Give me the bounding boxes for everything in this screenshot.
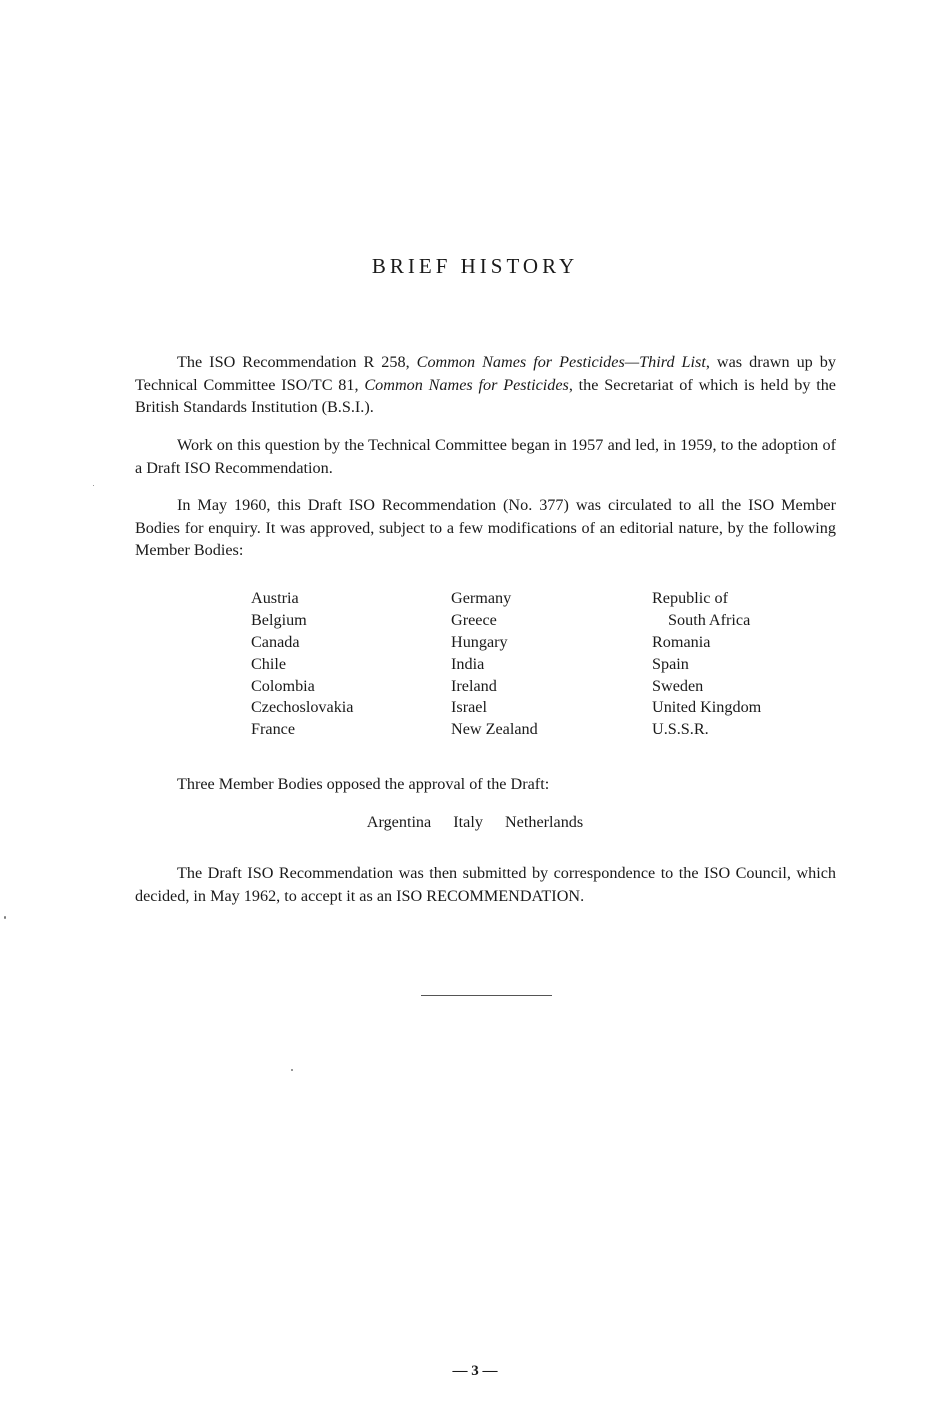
italic-committee-name: Common Names for Pesticides xyxy=(364,375,569,394)
list-item: Chile xyxy=(251,654,287,673)
list-item: New Zealand xyxy=(451,720,538,739)
scan-speck xyxy=(291,1069,293,1071)
list-item: Israel xyxy=(451,698,487,717)
list-item: Romania xyxy=(652,632,711,651)
list-item: India xyxy=(451,654,485,673)
list-item: Belgium xyxy=(251,610,307,629)
list-item: Austria xyxy=(251,589,299,607)
paragraph-enquiry xyxy=(135,494,836,562)
list-item-continuation: South Africa xyxy=(668,610,751,629)
paragraph-council-decision xyxy=(135,862,836,907)
paragraph-text: , was drawn up by Technical Committee ISO/TC 81, xyxy=(135,353,836,394)
list-item: Ireland xyxy=(451,676,497,695)
list-item: United Kingdom xyxy=(652,698,762,717)
list-item: Republic of xyxy=(652,589,728,607)
scan-speck xyxy=(93,485,94,486)
list-item: Canada xyxy=(251,632,300,651)
opposed-bodies-list xyxy=(0,813,950,832)
list-item: Netherlands xyxy=(504,813,584,831)
member-bodies-column-3 xyxy=(652,588,761,741)
page-number: — 3 — xyxy=(452,1363,498,1379)
paragraph-text: The ISO Recommendation R 258, xyxy=(177,353,417,371)
paragraph-text: Work on this question by the Technical Committee began in 1957 and led, in 1959, to the adoption of a Draft ISO Recommendation. xyxy=(135,436,836,477)
scan-speck xyxy=(4,916,6,919)
list-item: Colombia xyxy=(251,676,315,695)
list-item: U.S.S.R. xyxy=(652,720,709,739)
italic-title: Common Names for Pesticides—Third List xyxy=(416,353,706,371)
list-item: Sweden xyxy=(652,676,704,695)
paragraph-recommendation-origin xyxy=(135,351,836,419)
page-title: BRIEF HISTORY xyxy=(371,254,579,279)
list-item: Hungary xyxy=(451,632,508,651)
member-bodies-column-2 xyxy=(451,588,538,741)
list-item: Czechoslovakia xyxy=(251,698,354,717)
list-item: Spain xyxy=(652,654,689,673)
member-bodies-column-1 xyxy=(251,588,353,741)
section-divider xyxy=(421,995,552,996)
list-item: Italy xyxy=(453,813,483,831)
paragraph-text: , the Secretariat of which is held by the British Standards Institution (B.S.I.). xyxy=(135,375,836,416)
list-item: Germany xyxy=(451,589,512,607)
paragraph-work-history xyxy=(135,434,836,479)
paragraph-text: In May 1960, this Draft ISO Recommendation (No. 377) was circulated to all the ISO Member Bodies for enquiry. It was approved, subject to a few modifications of an editorial nature, by the following Member Bodies: xyxy=(135,496,836,559)
paragraph-text: The Draft ISO Recommendation was then submitted by correspondence to the ISO Council, which decided, in May 1962, to accept it as an ISO RECOMMENDATION. xyxy=(135,864,836,905)
list-item: France xyxy=(251,720,296,739)
list-item: Greece xyxy=(451,610,497,629)
opposed-intro: Three Member Bodies opposed the approval of the Draft: xyxy=(177,775,550,793)
list-item: Argentina xyxy=(366,813,432,831)
